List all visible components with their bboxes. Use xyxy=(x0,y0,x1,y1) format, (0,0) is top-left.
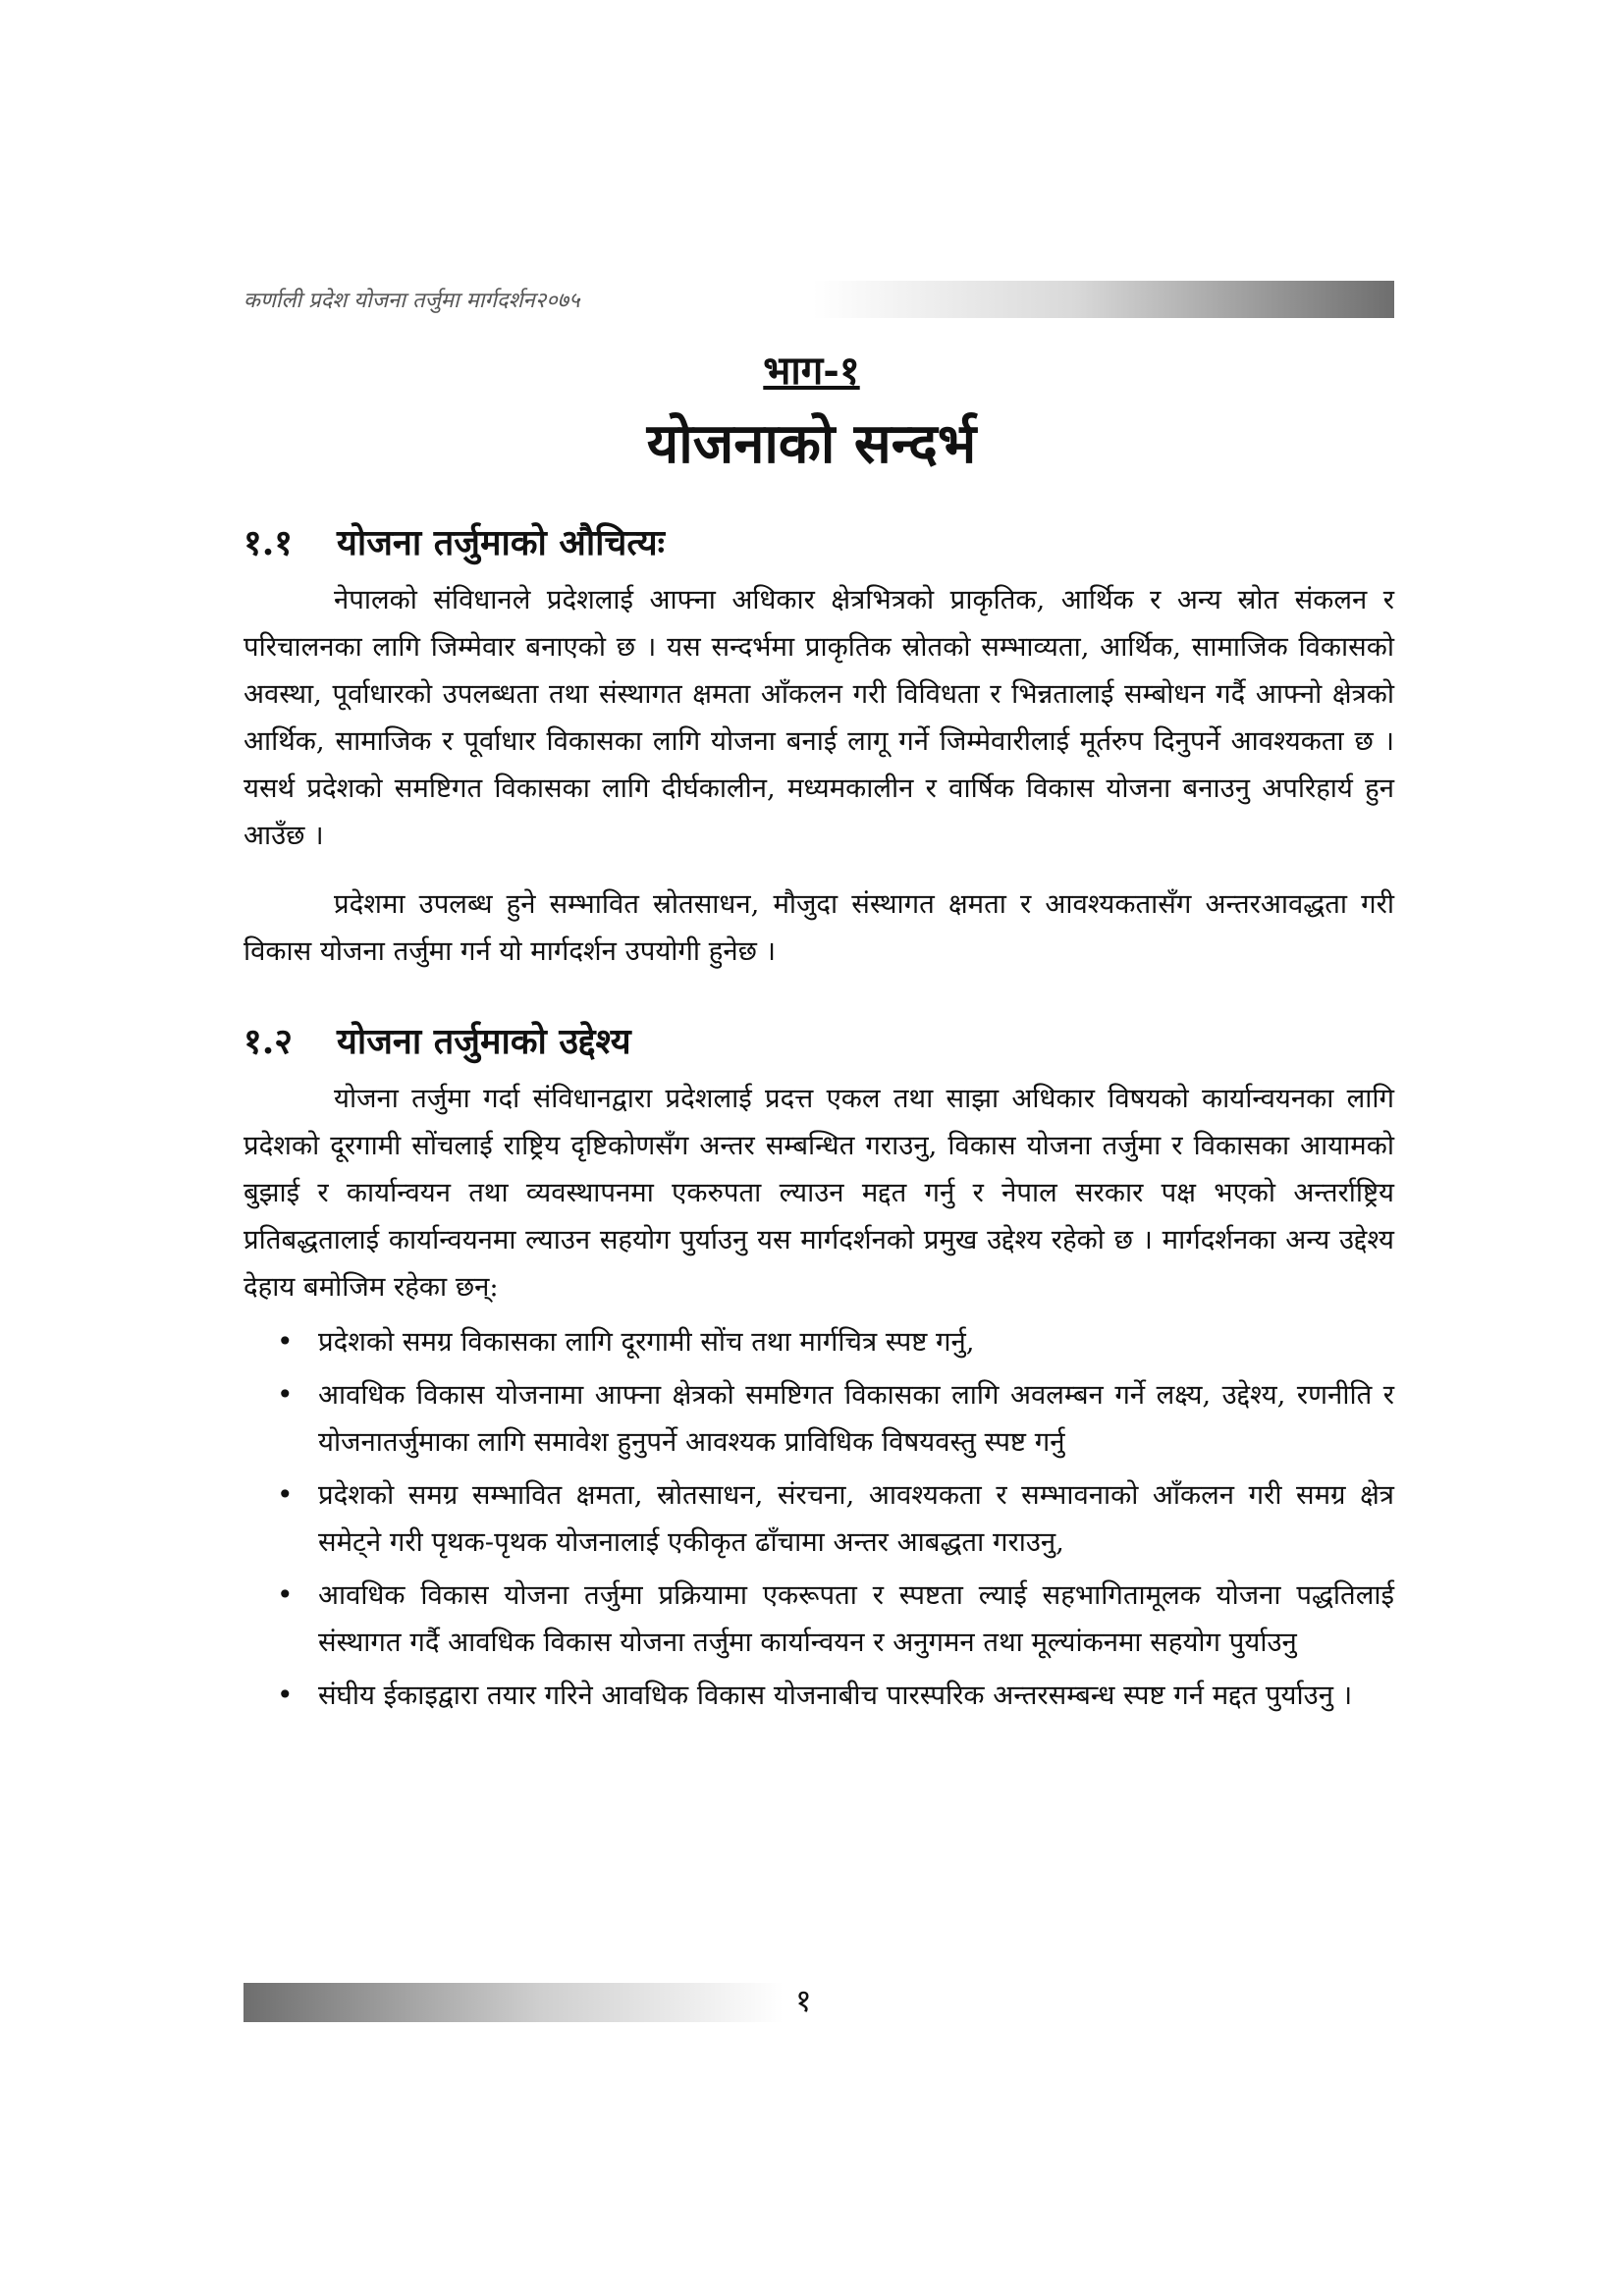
section-number: १.१ xyxy=(243,522,293,563)
page-number: १ xyxy=(795,1982,812,2019)
section-heading xyxy=(243,1014,1394,1069)
objectives-list xyxy=(243,1318,1394,1719)
part-label: भाग-१ xyxy=(763,347,860,394)
list-item: • प्रदेशको समग्र विकासका लागि दूरगामी सोंच तथा मार्गचित्र स्पष्ट गर्नु, xyxy=(243,1318,1394,1365)
paragraph: प्रदेशमा उपलब्ध हुने सम्भावित स्रोतसाधन, मौजुदा संस्थागत क्षमता र आवश्यकतासँग अन्तरआवद्धता गरी विकास योजना तर्जुमा गर्न यो मार्गदर्शन उपयोगी हुनेछ । xyxy=(243,888,1394,967)
section-justification xyxy=(243,515,1394,975)
running-title: कर्णाली प्रदेश योजना तर्जुमा मार्गदर्शन२०७५ xyxy=(243,289,580,313)
footer-gradient-bar xyxy=(243,1983,784,2022)
page-title: योजनाको सन्दर्भ xyxy=(646,411,977,476)
running-header xyxy=(243,277,1394,322)
list-item: • संघीय ईकाइद्वारा तयार गरिने आवधिक विकास योजनाबीच पारस्परिक अन्तरसम्बन्ध स्पष्ट गर्न मद्दत पुर्याउनु । xyxy=(243,1672,1394,1719)
list-item: • आवधिक विकास योजना तर्जुमा प्रक्रियामा एकरूपता र स्पष्टता ल्याई सहभागितामूलक योजना पद्धतिलाई संस्थागत गर्दै आवधिक विकास योजना तर्जुमा कार्यान्वयन र अनुगमन तथा मूल्यांकनमा सहयोग पुर्याउनु xyxy=(243,1572,1394,1666)
section-objectives xyxy=(243,1014,1394,1719)
section-title: योजना तर्जुमाको उद्देश्य xyxy=(337,1021,631,1062)
list-item: • प्रदेशको समग्र सम्भावित क्षमता, स्रोतसाधन, संरचना, आवश्यकता र सम्भावनाको आँकलन गरी समग्र क्षेत्र समेट्ने गरी पृथक-पृथक योजनालाई एकीकृत ढाँचामा अन्तर आबद्धता गराउनु, xyxy=(243,1471,1394,1566)
header-gradient-bar xyxy=(813,281,1394,318)
section-title: योजना तर्जुमाको औचित्यः xyxy=(337,522,665,563)
section-number: १.२ xyxy=(243,1021,293,1062)
section-heading xyxy=(243,515,1394,570)
paragraph: योजना तर्जुमा गर्दा संविधानद्वारा प्रदेशलाई प्रदत्त एकल तथा साझा अधिकार विषयको कार्यान्वयनका लागि प्रदेशको दूरगामी सोंचलाई राष्ट्रिय दृष्टिकोणसँग अन्तर सम्बन्धित गराउनु, विकास योजना तर्जुमा र विकासका आयामको बुझाई र कार्यान्वयन तथा व्यवस्थापनमा एकरुपता ल्याउन मद्दत गर्नु र नेपाल सरकार पक्ष भएको अन्तर्राष्ट्रिय प्रतिबद्धतालाई कार्यान्वयनमा ल्याउन सहयोग पुर्याउनु यस मार्गदर्शनको प्रमुख उद्देश्य रहेको छ । मार्गदर्शनका अन्य उद्देश्य देहाय बमोजिम रहेका छन्: xyxy=(243,1083,1394,1303)
paragraph: नेपालको संविधानले प्रदेशलाई आफ्ना अधिकार क्षेत्रभित्रको प्राकृतिक, आर्थिक र अन्य स्रोत संकलन र परिचालनका लागि जिम्मेवार बनाएको छ । यस सन्दर्भमा प्राकृतिक स्रोतको सम्भाव्यता, आर्थिक, सामाजिक विकासको अवस्था, पूर्वाधारको उपलब्धता तथा संस्थागत क्षमता आँकलन गरी विविधता र भिन्नतालाई सम्बोधन गर्दै आफ्नो क्षेत्रको आर्थिक, सामाजिक र पूर्वाधार विकासका लागि योजना बनाई लागू गर्ने जिम्मेवारीलाई मूर्तरुप दिनुपर्ने आवश्यकता छ । यसर्थ प्रदेशको समष्टिगत विकासका लागि दीर्घकालीन, मध्यमकालीन र वार्षिक विकास योजना बनाउनु अपरिहार्य हुन आउँछ । xyxy=(243,584,1394,851)
document-body xyxy=(243,515,1394,1725)
list-item: • आवधिक विकास योजनामा आफ्ना क्षेत्रको समष्टिगत विकासका लागि अवलम्बन गर्ने लक्ष्य, उद्देश्य, रणनीति र योजनातर्जुमाका लागि समावेश हुनुपर्ने आवश्यक प्राविधिक विषयवस्तु स्पष्ट गर्नु xyxy=(243,1371,1394,1466)
